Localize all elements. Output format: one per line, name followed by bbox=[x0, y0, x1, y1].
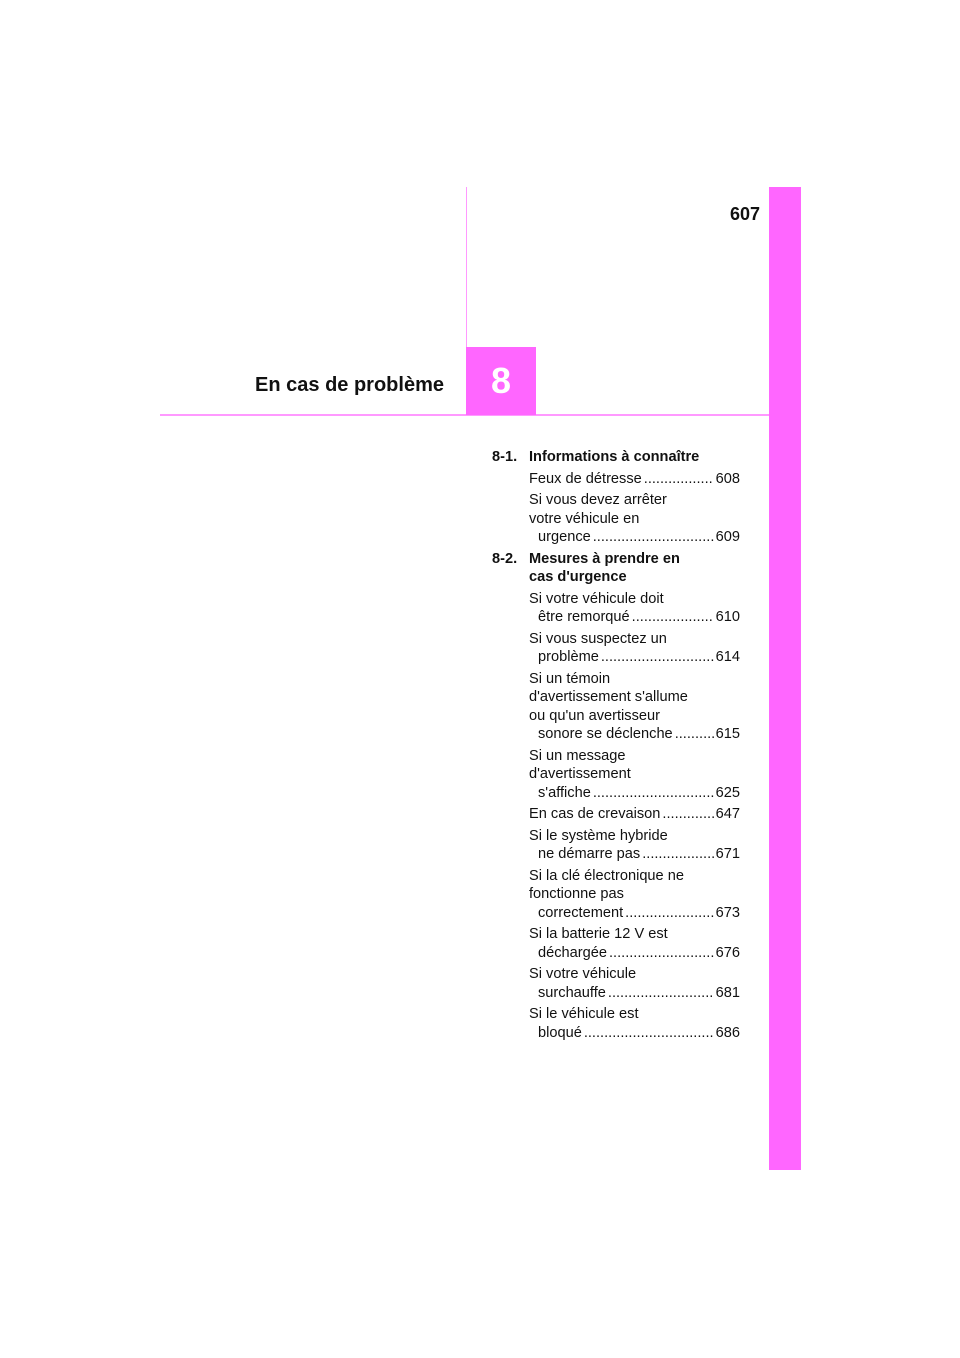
toc-entry-line: fonctionne pas bbox=[529, 886, 624, 902]
dot-leader bbox=[644, 470, 714, 489]
toc-entry-line: votre véhicule en bbox=[529, 510, 640, 527]
toc-entry-text: En cas de crevaison bbox=[529, 806, 661, 822]
toc-entry-line: d'avertissement bbox=[529, 766, 631, 782]
toc-entry[interactable] bbox=[529, 1005, 740, 1042]
toc-entry[interactable] bbox=[529, 827, 740, 864]
toc-page-number: 673 bbox=[715, 904, 740, 921]
section-title: Informations à connaître bbox=[529, 449, 700, 465]
chapter-title: En cas de problème bbox=[255, 374, 444, 396]
toc-page-number: 676 bbox=[715, 944, 740, 961]
toc-page-number: 610 bbox=[715, 609, 740, 625]
toc-page-number: 671 bbox=[715, 846, 740, 862]
toc-entry-line: Si vous suspectez un bbox=[529, 630, 667, 647]
toc-entry[interactable] bbox=[529, 590, 740, 627]
dot-leader bbox=[593, 528, 714, 547]
toc-entry-last-line bbox=[529, 470, 740, 489]
toc-entry-line: Si votre véhicule bbox=[529, 966, 637, 982]
toc-entry[interactable] bbox=[529, 965, 740, 1002]
vertical-rule bbox=[466, 187, 467, 347]
section-number: 8-1. bbox=[492, 449, 518, 465]
table-of-contents bbox=[492, 448, 740, 1045]
dot-leader bbox=[625, 904, 713, 923]
toc-entry-line: Si un message bbox=[529, 747, 626, 764]
dot-leader bbox=[632, 608, 714, 627]
toc-page-number: 614 bbox=[715, 649, 740, 665]
section-heading bbox=[492, 550, 740, 587]
toc-entry-last-line bbox=[538, 845, 740, 864]
toc-page-number: 647 bbox=[715, 806, 740, 822]
toc-entry-text: déchargée bbox=[538, 944, 607, 961]
toc-entry-text: sonore se déclenche bbox=[538, 726, 673, 742]
toc-entry-line: Si le véhicule est bbox=[529, 1006, 639, 1022]
toc-entry-last-line bbox=[538, 984, 740, 1003]
toc-entry-text: ne démarre pas bbox=[538, 846, 641, 862]
toc-entry-text: bloqué bbox=[538, 1024, 582, 1041]
toc-entry-text: être remorqué bbox=[538, 609, 630, 625]
toc-entry-line: Si votre véhicule doit bbox=[529, 590, 664, 607]
horizontal-rule bbox=[160, 414, 769, 416]
toc-page-number: 625 bbox=[715, 784, 740, 801]
toc-entry[interactable] bbox=[529, 491, 740, 547]
toc-page-number: 681 bbox=[715, 984, 740, 1001]
toc-entry-line: Si vous devez arrêter bbox=[529, 492, 667, 508]
toc-entry-text: Feux de détresse bbox=[529, 470, 642, 487]
toc-entry-last-line bbox=[538, 1024, 740, 1043]
dot-leader bbox=[601, 648, 714, 667]
toc-entry-last-line bbox=[538, 528, 740, 547]
chapter-side-tab bbox=[769, 187, 801, 1170]
toc-entry-last-line bbox=[538, 648, 740, 667]
toc-page-number: 686 bbox=[715, 1024, 740, 1041]
dot-leader bbox=[609, 944, 714, 963]
toc-entry-line: Si le système hybride bbox=[529, 827, 668, 844]
toc-entry-line: Si un témoin bbox=[529, 670, 611, 687]
dot-leader bbox=[642, 845, 713, 864]
toc-entry-text: correctement bbox=[538, 904, 624, 921]
toc-entry-last-line bbox=[538, 944, 740, 963]
toc-page-number: 608 bbox=[715, 470, 740, 487]
toc-entry-text: surchauffe bbox=[538, 984, 606, 1001]
toc-page-number: 615 bbox=[715, 726, 740, 742]
dot-leader bbox=[593, 784, 714, 803]
toc-entry[interactable] bbox=[529, 925, 740, 962]
toc-entry-last-line bbox=[538, 725, 740, 744]
toc-entry[interactable] bbox=[529, 867, 740, 923]
dot-leader bbox=[662, 805, 713, 824]
toc-entry[interactable] bbox=[529, 630, 740, 667]
toc-entry-last-line bbox=[538, 608, 740, 627]
section-title: Mesures à prendre en cas d'urgence bbox=[529, 550, 680, 585]
toc-entry-last-line bbox=[538, 784, 740, 803]
toc-entry-text: urgence bbox=[538, 529, 591, 545]
toc-entry-line: ou qu'un avertisseur bbox=[529, 707, 660, 724]
section-number: 8-2. bbox=[492, 550, 518, 567]
toc-entry[interactable] bbox=[529, 805, 740, 824]
toc-entry-last-line bbox=[538, 904, 740, 923]
toc-entry[interactable] bbox=[529, 470, 740, 489]
toc-entry-last-line bbox=[529, 805, 740, 824]
dot-leader bbox=[584, 1024, 714, 1043]
toc-entry-text: s'affiche bbox=[538, 784, 591, 801]
chapter-number-box: 8 bbox=[466, 347, 536, 415]
toc-entry-line: Si la clé électronique ne bbox=[529, 867, 684, 884]
toc-entry-line: Si la batterie 12 V est bbox=[529, 926, 668, 942]
section-heading bbox=[492, 448, 740, 467]
page-number: 607 bbox=[729, 204, 760, 224]
toc-entry[interactable] bbox=[529, 747, 740, 803]
toc-entry[interactable] bbox=[529, 670, 740, 744]
toc-entry-text: problème bbox=[538, 649, 599, 665]
toc-page-number: 609 bbox=[715, 529, 740, 545]
toc-entry-line: d'avertissement s'allume bbox=[529, 689, 688, 705]
dot-leader bbox=[675, 725, 714, 744]
dot-leader bbox=[608, 984, 714, 1003]
